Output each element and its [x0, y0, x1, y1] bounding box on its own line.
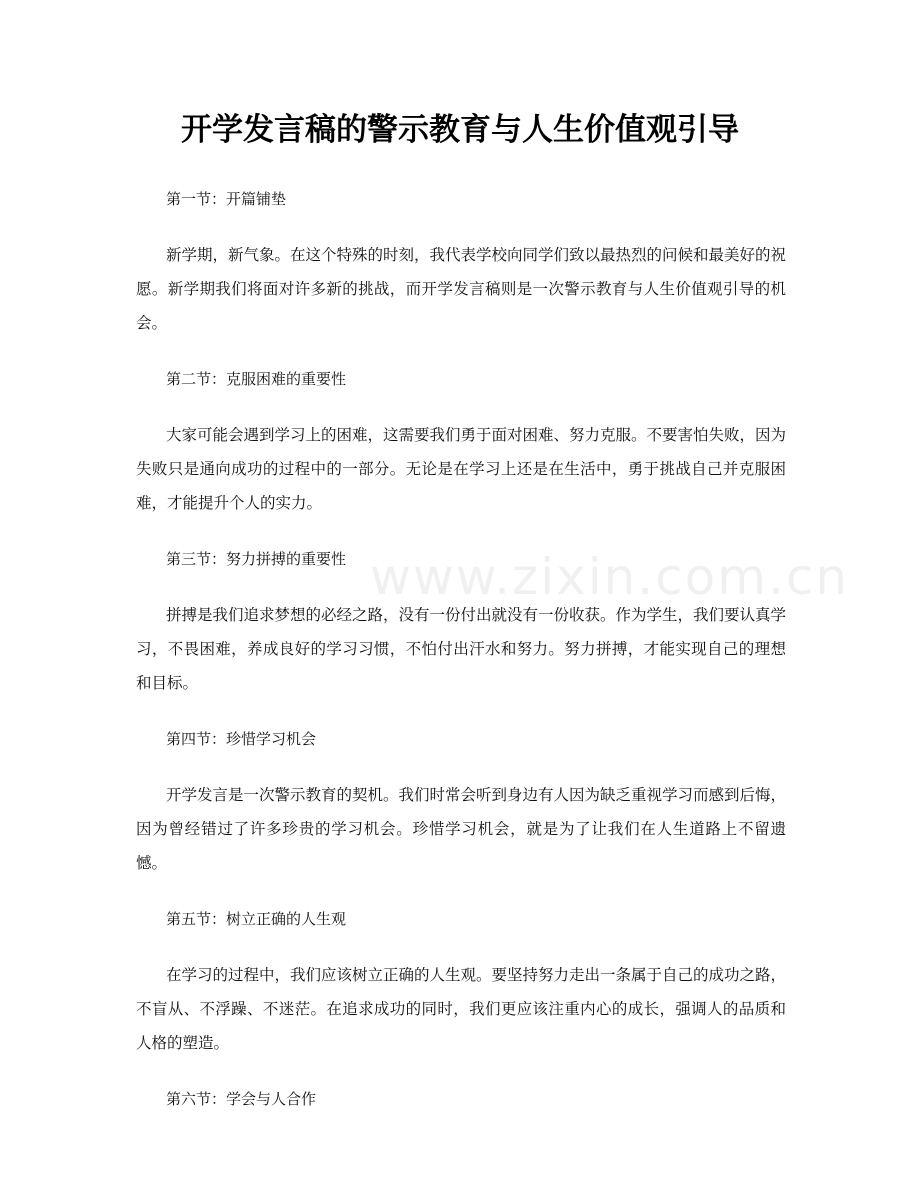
section-paragraph-4: 开学发言是一次警示教育的契机。我们时常会听到身边有人因为缺乏重视学习而感到后悔，因为曾经错过了许多珍贵的学习机会。珍惜学习机会，就是为了让我们在人生道路上不留遗憾。 [136, 786, 787, 872]
section-heading-3: 第三节：努力拼搏的重要性 [166, 550, 347, 568]
section-paragraph-3: 拼搏是我们追求梦想的必经之路，没有一份付出就没有一份收获。作为学生，我们要认真学习，不畏困难，养成良好的学习习惯，不怕付出汗水和努力。努力拼搏，才能实现自己的理想和目标。 [136, 606, 787, 692]
section-heading-2: 第二节：克服困难的重要性 [166, 370, 347, 388]
watermark: www.zixin.com.cn [370, 548, 850, 606]
section-heading-4: 第四节：珍惜学习机会 [166, 730, 317, 748]
section-paragraph-5: 在学习的过程中，我们应该树立正确的人生观。要坚持努力走出一条属于自己的成功之路，不盲从、不浮躁、不迷茫。在追求成功的同时，我们更应该注重内心的成长，强调人的品质和人格的塑造。 [136, 966, 787, 1052]
section-heading-6: 第六节：学会与人合作 [166, 1090, 317, 1108]
section-heading-5: 第五节：树立正确的人生观 [166, 910, 347, 928]
document-title: 开学发言稿的警示教育与人生价值观引导 [181, 112, 739, 148]
section-paragraph-1: 新学期，新气象。在这个特殊的时刻，我代表学校向同学们致以最热烈的问候和最美好的祝愿。新学期我们将面对许多新的挑战，而开学发言稿则是一次警示教育与人生价值观引导的机会。 [136, 246, 787, 332]
section-paragraph-2: 大家可能会遇到学习上的困难，这需要我们勇于面对困难、努力克服。不要害怕失败，因为失败只是通向成功的过程中的一部分。无论是在学习上还是在生活中，勇于挑战自己并克服困难，才能提升个人的实力。 [136, 426, 787, 512]
document-body [136, 182, 786, 1138]
section-heading-1: 第一节：开篇铺垫 [166, 190, 287, 208]
